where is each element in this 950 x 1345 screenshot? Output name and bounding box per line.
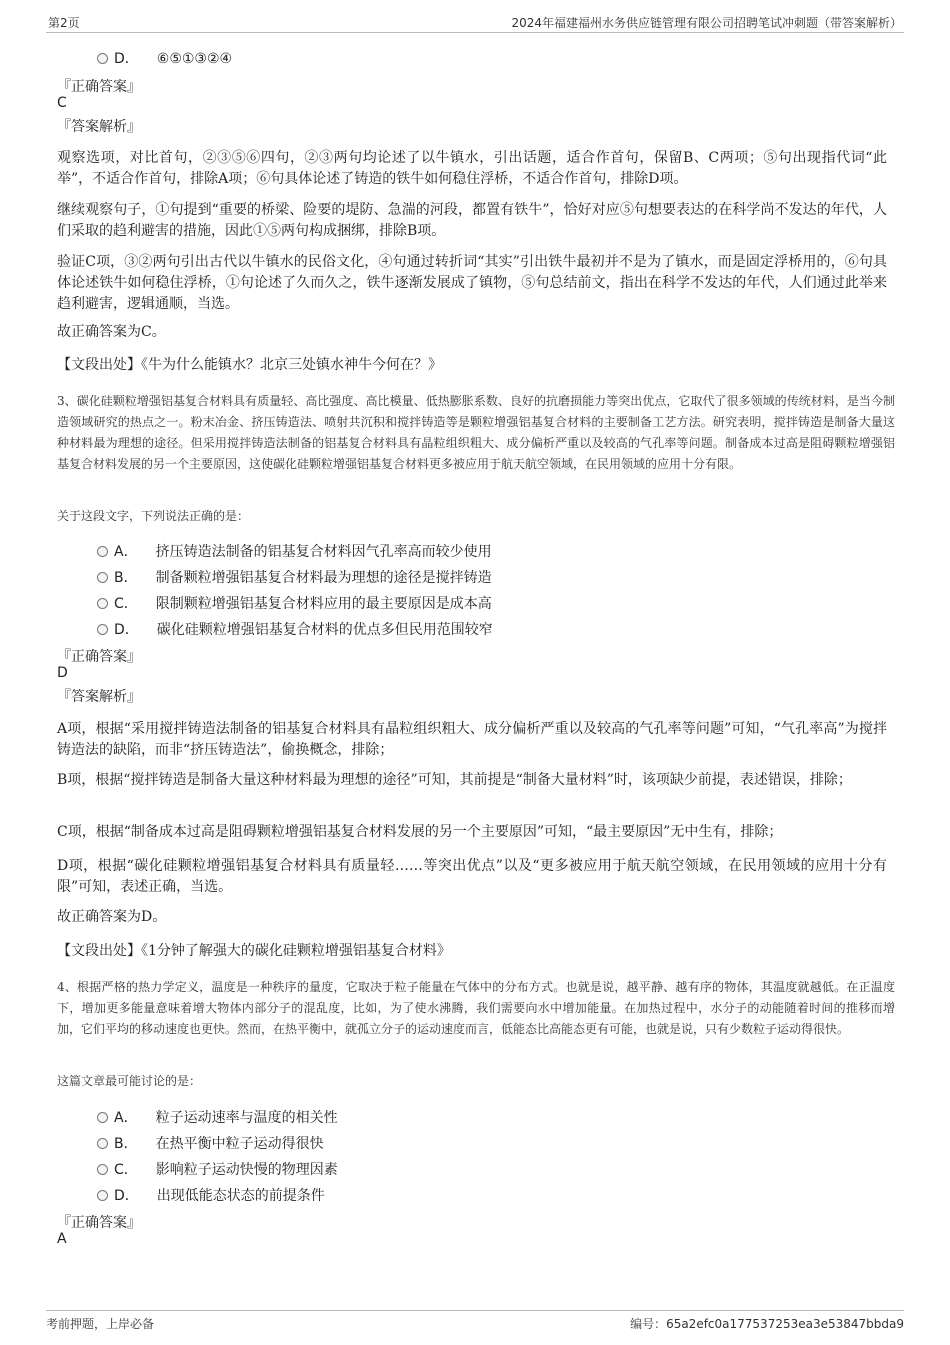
radio-icon[interactable] — [97, 53, 108, 64]
q4-answer-label: 『正确答案』 — [57, 1215, 141, 1231]
q2-answer: C — [57, 95, 67, 111]
q3-option-a[interactable]: A． 挤压铸造法制备的铝基复合材料因气孔率高而较少使用 — [97, 541, 492, 561]
q3-passage: 3、碳化硅颗粒增强铝基复合材料具有质量轻、高比强度、高比模量、低热膨胀系数、良好的抗磨损能力等突出优点，它取代了很多领域的传统材料，是当今制造领域研究的热点之一。粉末冶金、挤压铸造法、喷射共沉积和搅拌铸造等是颗粒增强铝基复合材料的主要制备工艺方法。研究表明，搅拌铸造是制备大量这种材料最为理想的途径。但采用搅拌铸造法制备的铝基复合材料具有晶粒组织粗大、成分偏析严重以及较高的气孔率等问题。制备成本过高是阻碍颗粒增强铝基复合材料发展的另一个主要原因，这使碳化硅颗粒增强铝基复合材料更多被应用于航天航空领域，在民用领域的应用十分有限。 — [57, 394, 895, 471]
footer-slogan: 考前押题，上岸必备 — [46, 1317, 155, 1331]
q3-answer-label: 『正确答案』 — [57, 649, 141, 665]
page-header — [46, 10, 904, 33]
q3-analysis-d: D项，根据“碳化硅颗粒增强铝基复合材料具有质量轻……等突出优点”以及“更多被应用于航天航空领域，在民用领域的应用十分有限”可知，表述正确，当选。 — [57, 858, 887, 895]
q3-analysis-label: 『答案解析』 — [57, 689, 141, 705]
q3-analysis-b: B项，根据“搅拌铸造是制备大量这种材料最为理想的途径”可知，其前提是“制备大量材料”时，该项缺少前提，表述错误，排除； — [57, 772, 852, 788]
q3-prompt: 关于这段文字，下列说法正确的是： — [57, 509, 250, 523]
radio-icon[interactable] — [97, 624, 108, 635]
radio-icon[interactable] — [97, 1190, 108, 1201]
q4-passage: 4、根据严格的热力学定义，温度是一种秩序的量度，它取决于粒子能量在气体中的分布方式。也就是说，越平静、越有序的物体，其温度就越低。在正温度下，增加更多能量意味着增大物体内部分子的混乱度，比如，为了使水沸腾，我们需要向水中增加能量。在加热过程中，水分子的动能随着时间的推移而增加，它们平均的移动速度也更快。然而，在热平衡中，就孤立分子的运动速度而言，低能态比高能态更有可能，也就是说，只有少数粒子运动得很快。 — [57, 980, 895, 1036]
q2-analysis-p1: 观察选项，对比首句，②③⑤⑥四句，②③两句均论述了以牛镇水，引出话题，适合作首句，保留B、C两项；⑤句出现指代词“此举”，不适合作首句，排除A项；⑥句具体论述了铸造的铁牛如何稳住浮桥，不适合作首句，排除D项。 — [57, 150, 887, 187]
radio-icon[interactable] — [97, 546, 108, 557]
document-id: 编号：65a2efc0a177537253ea3e53847bbda9 — [630, 1317, 904, 1331]
radio-icon[interactable] — [97, 1138, 108, 1149]
radio-icon[interactable] — [97, 598, 108, 609]
q2-conclusion: 故正确答案为C。 — [57, 324, 166, 340]
q3-answer: D — [57, 665, 68, 681]
q3-analysis-c: C项，根据“制备成本过高是阻碍颗粒增强铝基复合材料发展的另一个主要原因”可知，“最主要原因”无中生有，排除； — [57, 824, 783, 840]
radio-icon[interactable] — [97, 1164, 108, 1175]
q4-option-b[interactable]: B． 在热平衡中粒子运动得很快 — [97, 1133, 324, 1153]
q2-analysis-p2: 继续观察句子，①句提到“重要的桥梁、险要的堤防、急湍的河段，都置有铁牛”，恰好对应⑤句想要表达的在科学尚不发达的年代，人们采取的趋利避害的措施，因此①⑤两句构成捆绑，排除B项。 — [57, 202, 887, 239]
q4-option-c[interactable]: C． 影响粒子运动快慢的物理因素 — [97, 1159, 338, 1179]
q3-option-b[interactable]: B． 制备颗粒增强铝基复合材料最为理想的途径是搅拌铸造 — [97, 567, 492, 587]
q3-analysis-a: A项，根据“采用搅拌铸造法制备的铝基复合材料具有晶粒组织粗大、成分偏析严重以及较高的气孔率等问题”可知，“气孔率高”为搅拌铸造法的缺陷，而非“挤压铸造法”，偷换概念，排除； — [57, 721, 887, 758]
q4-option-a[interactable]: A． 粒子运动速率与温度的相关性 — [97, 1107, 338, 1127]
q3-option-c[interactable]: C． 限制颗粒增强铝基复合材料应用的最主要原因是成本高 — [97, 593, 492, 613]
document-title: 2024年福建福州水务供应链管理有限公司招聘笔试冲刺题（带答案解析） — [511, 16, 902, 30]
q4-option-d[interactable]: D． 出现低能态状态的前提条件 — [97, 1185, 325, 1205]
q3-source: 【文段出处】《1分钟了解强大的碳化硅颗粒增强铝基复合材料》 — [57, 943, 451, 959]
q4-answer: A — [57, 1231, 67, 1247]
q2-option-d[interactable]: D． ⑥⑤①③②④ — [97, 48, 232, 68]
q2-analysis-label: 『答案解析』 — [57, 119, 141, 135]
q2-analysis-p3: 验证C项，③②两句引出古代以牛镇水的民俗文化，④句通过转折词“其实”引出铁牛最初并不是为了镇水，而是固定浮桥用的，⑥句具体论述铁牛如何稳住浮桥，①句论述了久而久之，铁牛逐渐发展成了镇物，⑤句总结前文，指出在科学不发达的年代，人们通过此举来趋利避害，逻辑通顺，当选。 — [57, 254, 887, 312]
q3-option-d[interactable]: D． 碳化硅颗粒增强铝基复合材料的优点多但民用范围较窄 — [97, 619, 493, 639]
page-number: 第2页 — [48, 16, 80, 30]
q2-source: 【文段出处】《牛为什么能镇水？北京三处镇水神牛今何在？》 — [57, 357, 442, 373]
radio-icon[interactable] — [97, 1112, 108, 1123]
q4-prompt: 这篇文章最可能讨论的是： — [57, 1074, 202, 1088]
page-footer — [46, 1310, 904, 1335]
q2-answer-label: 『正确答案』 — [57, 79, 141, 95]
q3-conclusion: 故正确答案为D。 — [57, 909, 167, 925]
radio-icon[interactable] — [97, 572, 108, 583]
